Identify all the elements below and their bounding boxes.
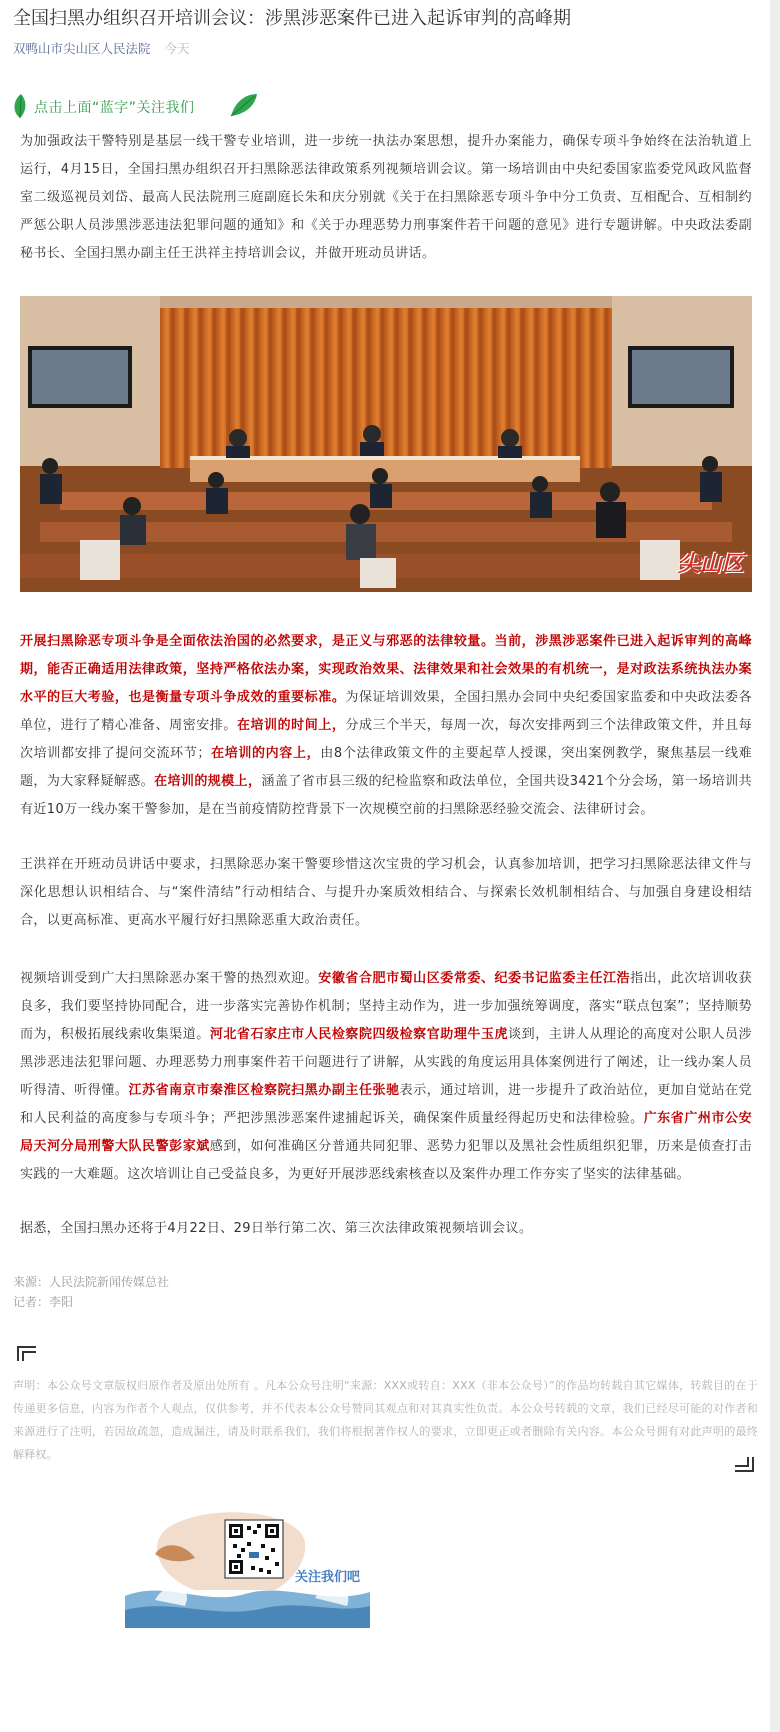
photo-watermark: 尖山区 (677, 551, 744, 577)
body-text: 感到，如何准确区分普通共同犯罪、恶势力犯罪以及黑社会性质组织犯罪，历来是侦查打击实践的一大难题。这次培训让自己受益良多，为更好开展涉恶线索核查以及案件办理工作夯实了坚实的法律基础。 (20, 1139, 752, 1182)
article-author-link[interactable]: 双鸭山市尖山区人民法院 (13, 41, 151, 56)
closing-paragraph: 据悉，全国扫黑办还将于4月22日、29日举行第二次、第三次法律政策视频培训会议。 (20, 1221, 533, 1236)
body-text: 由8个法律政策文件的主要起草人授课，突出案例教学，聚焦基层一线难题，为大家释疑解惑。 (20, 746, 753, 789)
article-title: 全国扫黑办组织召开培训会议：涉黑涉恶案件已进入起诉审判的高峰期 (13, 8, 571, 29)
conference-photo (20, 296, 752, 592)
body-text: 为保证培训效果，全国扫黑办会同中央纪委国家监委和中央政法委各单位，进行了精心准备、周密安排。 (20, 690, 752, 733)
highlight-text: 在培训的内容上， (210, 746, 321, 761)
article-date: 今天 (164, 41, 190, 56)
speaker-name: 河北省石家庄市人民检察院四级检察官助理牛玉虎 (209, 1027, 509, 1042)
body-text: 视频培训受到广大扫黑除恶办案干警的热烈欢迎。 (20, 971, 319, 986)
speaker-name: 安徽省合肥市蜀山区委常委、纪委书记监委主任江浩 (318, 971, 631, 986)
key-points-paragraph (20, 628, 752, 824)
follow-us-text: 点击上面“蓝字”关注我们 (34, 100, 195, 116)
article-meta (13, 40, 190, 58)
copyright-disclaimer: 声明：本公众号文章版权归原作者及原出处所有 。凡本公众号注明“来源：XXX或转自：XXX（非本公众号）”的作品均转载自其它媒体，转载目的在于传递更多信息，内容为作者个人观点，仅供参考，并不代表本公众号赞同其观点和对其真实性负责。本公众号转载的文章，我们已经尽可能的对作者和来源进行了注明，若因故疏忽，造成漏注，请及时联系我们，我们将根据著作权人的要求，立即更正或者删除有关内容。本公众号拥有对此声明的最终解释权。 (13, 1379, 758, 1461)
body-text: 指出，此次培训收获良多，我们要坚持协同配合，进一步落实完善协作机制；坚持主动作为，进一步加强统筹调度，落实“联点包案”；坚持顺势而为，积极拓展线索收集渠道。 (20, 971, 752, 1042)
body-text: 涵盖了省市县三级的纪检监察和政法单位，全国共设3421个分会场，第一场培训共有近10万一线办案干警参加，是在当前疫情防控背景下一次规模空前的扫黑除恶经验交流会、法律研讨会。 (20, 774, 752, 817)
follow-banner (12, 92, 272, 120)
source-info (13, 1272, 169, 1312)
highlight-text: 开展扫黑除恶专项斗争是全面依法治国的必然要求，是正义与邪恶的法律较量。当前，涉黑涉恶案件已进入起诉审判的高峰期，能否正确适用法律政策，坚持严格依法办案，实现政治效果、法律效果和社会效果的有机统一，是对政法系统执法办案水平的巨大考验，也是衡量专项斗争成效的重要标准。 (20, 634, 752, 705)
left-leaf-icon (12, 92, 30, 120)
right-leaf-icon (229, 92, 259, 118)
quote-close-icon (734, 1456, 754, 1472)
speaker-name: 江苏省南京市秦淮区检察院扫黑办副主任张驰 (128, 1083, 400, 1098)
quote-open-icon (17, 1346, 37, 1362)
reporter-line: 记者：李阳 (13, 1295, 74, 1309)
feedback-paragraph (20, 965, 752, 1189)
intro-paragraph: 为加强政法干警特别是基层一线干警专业培训，进一步统一执法办案思想，提升办案能力，确保专项斗争始终在法治轨道上运行，4月15日，全国扫黑办组织召开扫黑除恶法律政策系列视频培训会议。第一场培训由中央纪委国家监委党风政风监督室二级巡视员刘岱、最高人民法院刑三庭副庭长朱和庆分别就《关于在扫黑除恶专项斗争中分工负责、互相配合、互相制约严惩公职人员涉黑涉恶违法犯罪问题的通知》和《关于办理恶势力刑事案件若干问题的意见》进行专题讲解。中央政法委副秘书长、全国扫黑办副主任王洪祥主持培训会议，并做开班动员讲话。 (20, 134, 752, 261)
page-scrollbar[interactable] (770, 0, 780, 1732)
body-text: 分成三个半天，每周一次，每次安排两到三个法律政策文件，并且每次培训都安排了提问交流环节； (20, 718, 752, 761)
mobilization-paragraph: 王洪祥在开班动员讲话中要求，扫黑除恶办案干警要珍惜这次宝贵的学习机会，认真参加培训，把学习扫黑除恶法律文件与深化思想认识相结合、与“案件清结”行动相结合、与提升办案质效相结合、与探索长效机制相结合、与加强自身建设相结合，以更高标准、更高水平履行好扫黑除恶重大政治责任。 (20, 857, 752, 928)
speaker-name: 广东省广州市公安局天河分局刑警大队民警彭家斌 (20, 1111, 752, 1154)
source-line: 来源：人民法院新闻传媒总社 (13, 1275, 170, 1289)
body-text: 表示，通过培训，进一步提升了政治站位，更加自觉站在党和人民利益的高度参与专项斗争；严把涉黑涉恶案件逮捕起诉关，确保案件质量经得起历史和法律检验。 (20, 1083, 752, 1126)
highlight-text: 在培训的规模上， (154, 774, 262, 789)
follow-qr-card (125, 1510, 370, 1628)
highlight-text: 在培训的时间上， (236, 718, 346, 733)
body-text: 谈到，主讲人从理论的高度对公职人员涉黑涉恶违法犯罪问题、办理恶势力刑事案件若干问题进行了讲解，从实践的角度运用具体案例进行了阐述，让一线办案人员听得清、听得懂。 (20, 1027, 752, 1098)
qr-follow-text: 关注我们吧 (295, 1570, 361, 1585)
